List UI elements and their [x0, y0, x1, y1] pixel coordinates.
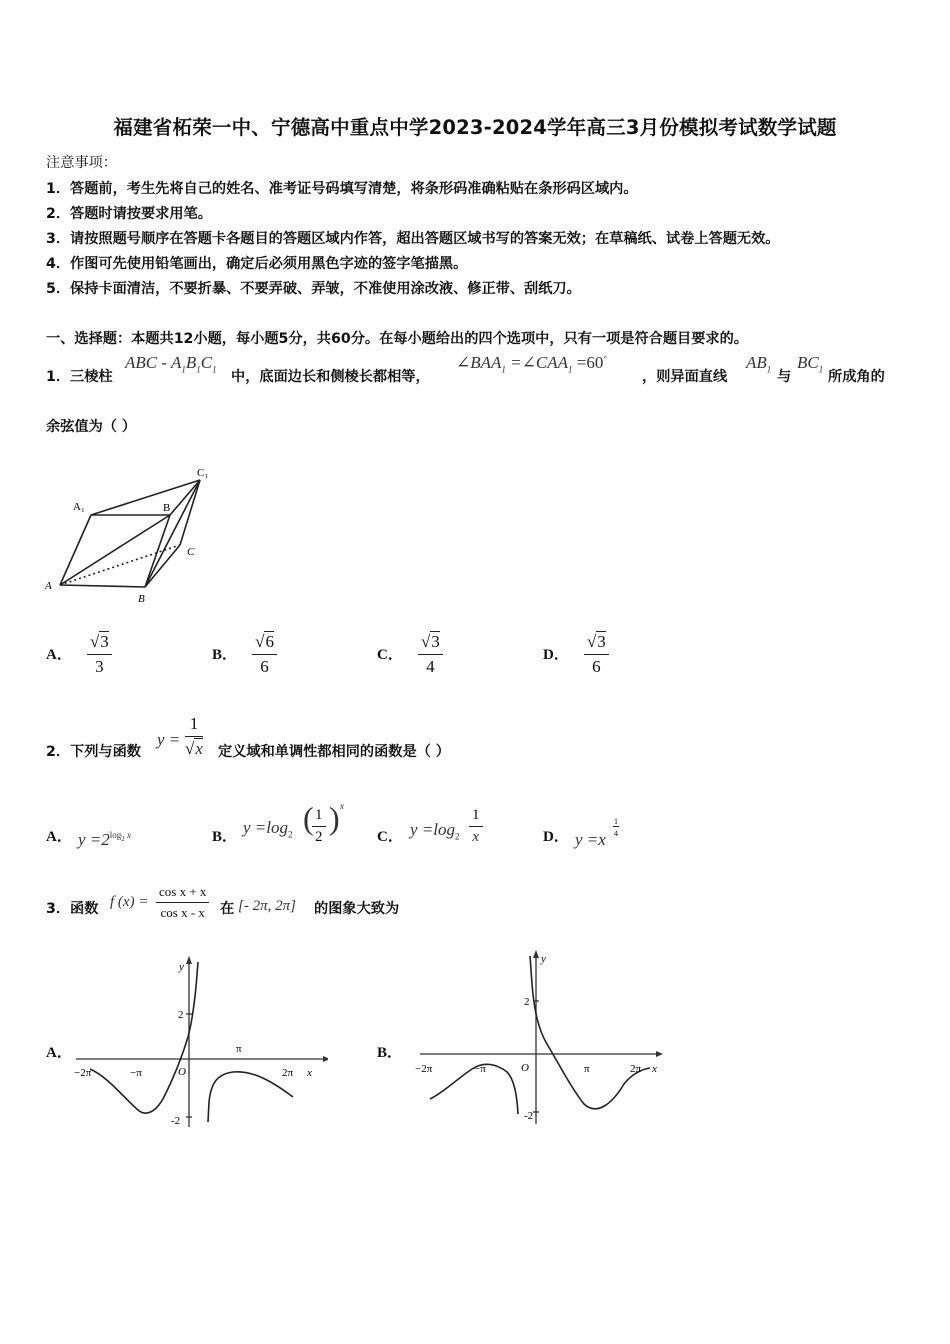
graph-b-tick-neg2: -2 [524, 1110, 534, 1122]
graph-b-x-label: x [652, 1063, 657, 1075]
q1-bc1: $BC_1$ [797, 353, 824, 375]
graph-b-curve-right [530, 956, 650, 1109]
q1-option-c[interactable]: C． $\frac{√3}{4}$ [377, 632, 443, 677]
graph-b-y-label: y [541, 953, 546, 965]
q1-option-d[interactable]: D． $\frac{√3}{6}$ [543, 632, 609, 677]
edge-c1-b [145, 480, 200, 587]
graph-a-origin: O [178, 1066, 186, 1078]
note-item-3: 3．请按照题号顺序在答题卡各题目的答题区域内作答，超出答题区域书写的答案无效；在草稿纸、试卷上答题无效。 [46, 231, 780, 247]
graph-b-tick-negpi: −π [474, 1063, 486, 1075]
q1-angle: $\angle BAA_1$ $=\angle CAA_1 =60^\circ$ [456, 353, 607, 375]
q1-text-2: 中，底面边长和侧棱长都相等， [231, 369, 430, 385]
q2-fraction: $\frac{1}{√x}$ [185, 714, 203, 758]
label-c: C [187, 546, 195, 558]
q2-option-b-frac: $\frac{1}{2}$ [312, 807, 326, 846]
graph-a-x-label: x [307, 1067, 312, 1079]
label-c1: C₁ [197, 467, 209, 479]
q2-option-b-expr: $y =\log_2$ [243, 818, 293, 840]
q2-option-b-sup: x [340, 801, 344, 811]
page-title: 福建省柘荣一中、宁德高中重点中学2023-2024学年高三3月份模拟考试数学试题 [113, 116, 837, 139]
note-item-5: 5．保持卡面清洁，不要折暴、不要弄破、弄皱，不准使用涂改液、修正带、刮纸刀。 [46, 281, 581, 297]
q2-option-b-rparen: ) [329, 800, 340, 836]
graph-b-origin: O [521, 1062, 529, 1074]
q2-option-c-expr: $y =\log_2$ [410, 820, 460, 842]
q3-interval: [- 2π, 2π] [238, 898, 296, 914]
section-heading: 一、选择题：本题共12小题，每小题5分，共60分。在每小题给出的四个选项中，只有一项是符合题目要求的。 [46, 331, 748, 347]
q1-number: 1．三棱柱 [46, 369, 113, 385]
q1-option-b[interactable]: B． $\frac{√6}{6}$ [212, 632, 277, 677]
q2-option-c-frac: $\frac{1}{x}$ [469, 807, 483, 846]
q1-prism-figure [40, 460, 230, 610]
label-b: B [138, 593, 145, 605]
label-b1: B [163, 502, 171, 514]
q3-option-b[interactable]: B． [377, 1045, 403, 1061]
q2-number: 2．下列与函数 [46, 744, 141, 760]
q1-option-a[interactable]: A． $\frac{√3}{3}$ [46, 632, 112, 677]
edge-b1-b [145, 515, 170, 587]
graph-b-tick-2: 2 [524, 996, 530, 1008]
graph-b-tick-neg2pi: −2π [415, 1063, 433, 1075]
note-item-2: 2．答题时请按要求用笔。 [46, 206, 212, 222]
q3-graph-a [68, 952, 328, 1132]
q3-text-3: 的图象大致为 [314, 901, 400, 917]
graph-a-y-label: y [179, 961, 184, 973]
q3-fraction: $\frac{\text{cos x + x}}{\text{cos x - x}}$ [156, 884, 209, 921]
label-a: A [45, 580, 52, 592]
q3-option-a[interactable]: A． [46, 1045, 72, 1061]
q2-option-b-lparen: ( [303, 800, 314, 836]
q3-number: 3．函数 [46, 901, 99, 917]
note-item-4: 4．作图可先使用铅笔画出，确定后必须用黑色字迹的签字笔描黑。 [46, 256, 468, 272]
label-a1: A₁ [73, 501, 85, 513]
graph-a-curve-left [90, 962, 198, 1113]
graph-a-tick-2: 2 [178, 1009, 184, 1021]
graph-b-tick-pi: π [584, 1063, 590, 1075]
q3-graph-b [412, 944, 672, 1129]
edge-a-b1 [60, 515, 170, 585]
notes-heading: 注意事项： [46, 155, 117, 171]
graph-a-curve-right [208, 1072, 293, 1122]
edge-a-b [60, 585, 145, 587]
graph-a-tick-negpi: −π [130, 1067, 142, 1079]
q2-option-b[interactable]: B． [212, 829, 238, 845]
q1-prism: ABC - $A_1B_1C_1$ [125, 353, 217, 375]
q3-text-2: 在 [220, 901, 235, 917]
edge-a1-c1 [91, 480, 200, 515]
q2-text-2: 定义域和单调性都相同的函数是（ ） [218, 744, 450, 760]
q2-option-d-expr: y =x [575, 830, 606, 849]
q1-ab1: $AB_1$ [746, 353, 772, 375]
graph-a-tick-pi: π [236, 1043, 242, 1055]
note-item-1: 1．答题前，考生先将自己的姓名、准考证号码填写清楚，将条形码准确粘贴在条形码区域内。 [46, 181, 638, 197]
q1-line2: 余弦值为（ ） [46, 419, 137, 435]
q2-option-a[interactable]: A． [46, 829, 72, 845]
q1-text-3: ，则异面直线 [642, 369, 728, 385]
graph-b-tick-2pi: 2π [630, 1063, 642, 1075]
q1-text-5: 所成角的 [828, 369, 885, 385]
q2-option-a-expr: $y =2^{log_2 x}$ [78, 830, 132, 849]
q2-y: y = [157, 730, 181, 749]
graph-a-tick-2pi: 2π [282, 1067, 294, 1079]
q2-option-d[interactable]: D． [543, 829, 569, 845]
edge-a-c-hidden [60, 545, 180, 585]
graph-a-tick-neg2: -2 [171, 1115, 181, 1127]
q3-fx: f (x) = [110, 894, 149, 910]
graph-a-tick-neg2pi: −2π [74, 1067, 92, 1079]
q2-option-d-exp: $\frac{1}{4}$ [614, 817, 618, 838]
q2-option-c[interactable]: C． [377, 829, 403, 845]
q1-text-4: 与 [777, 369, 792, 385]
